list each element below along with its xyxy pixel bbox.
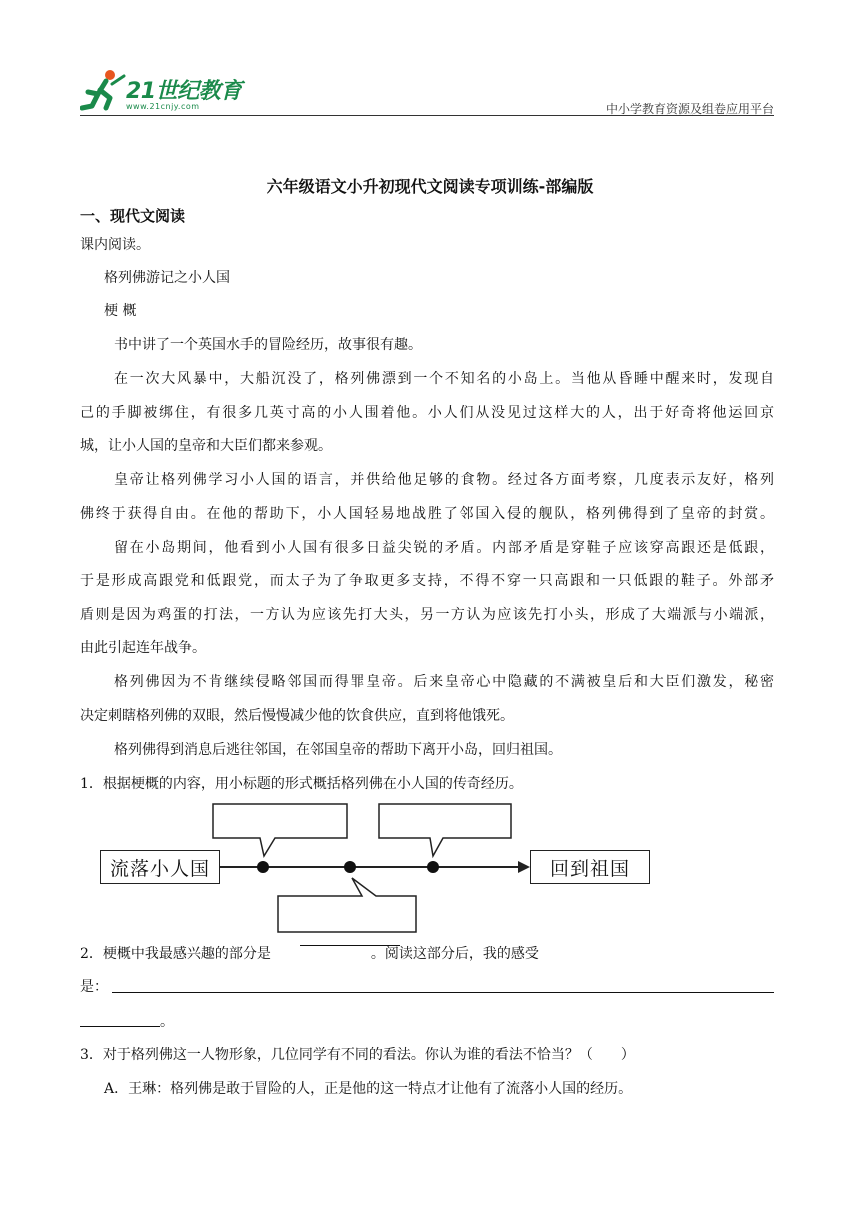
summary-label: 梗 概 (104, 303, 137, 319)
logo-url: www.21cnjy.com (126, 102, 200, 111)
header-divider (80, 115, 774, 116)
paragraph-line: 己的手脚被绑住，有很多几英寸高的小人围着他。小人们从没见过这样大的人，出于好奇将他运回京 (80, 405, 774, 421)
book-title: 格列佛游记之小人国 (104, 270, 230, 286)
callout-box-blank (213, 804, 347, 856)
platform-name: 中小学教育资源及组卷应用平台 (605, 102, 774, 116)
timeline-point (427, 861, 439, 873)
paragraph-line: 书中讲了一个英国水手的冒险经历，故事很有趣。 (114, 337, 422, 353)
site-logo (80, 64, 255, 116)
timeline-point (344, 861, 356, 873)
question-2-period: 。 (160, 1014, 174, 1030)
answer-line-feeling[interactable] (112, 992, 774, 993)
callout-box-blank (379, 804, 511, 856)
callout-box-blank (278, 878, 416, 932)
question-1: 1．根据梗概的内容，用小标题的形式概括格列佛在小人国的传奇经历。 (80, 776, 523, 792)
paragraph-line: 在一次大风暴中，大船沉没了，格列佛漂到一个不知名的小岛上。当他从昏睡中醒来时，发现自 (114, 371, 774, 387)
running-figure-logo-icon (80, 66, 128, 112)
answer-line-feeling-end[interactable] (80, 1026, 160, 1027)
logo-text: 21世纪教育 (126, 79, 242, 104)
timeline-end-label: 回到祖国 (530, 850, 650, 884)
question-2 (80, 944, 774, 964)
document-title: 六年级语文小升初现代文阅读专项训练-部编版 (266, 177, 594, 196)
paragraph-line: 格列佛得到消息后逃往邻国，在邻国皇帝的帮助下离开小岛，回归祖国。 (114, 742, 562, 758)
paragraph-line: 城，让小人国的皇帝和大臣们都来参观。 (80, 438, 332, 454)
paragraph-line: 于是形成高跟党和低跟党，而太子为了争取更多支持，不得不穿一只高跟和一只低跟的鞋子。外部矛 (80, 573, 774, 589)
timeline-diagram (100, 802, 650, 942)
question-2-prompt: 2．梗概中我最感兴趣的部分是 (80, 946, 271, 962)
paragraph-line: 决定刺瞎格列佛的双眼，然后慢慢减少他的饮食供应，直到将他饿死。 (80, 708, 514, 724)
passage-intro: 课内阅读。 (80, 237, 150, 253)
paragraph-line: 格列佛因为不肯继续侵略邻国而得罪皇帝。后来皇帝心中隐藏的不满被皇后和大臣们激发，秘密 (114, 674, 774, 690)
paragraph-line: 盾则是因为鸡蛋的打法，一方认为应该先打大头，另一方认为应该先打小头，形成了大端派与小端派， (80, 607, 774, 623)
question-2-feeling-label: 是： (80, 979, 108, 995)
arrow-head-icon (518, 861, 530, 873)
timeline-point (257, 861, 269, 873)
question-3: 3．对于格列佛这一人物形象，几位同学有不同的看法。你认为谁的看法不恰当？（ ） (80, 1047, 635, 1063)
paragraph-line: 皇帝让格列佛学习小人国的语言，并供给他足够的食物。经过各方面考察，几度表示友好，格列 (114, 472, 774, 488)
timeline-start-label: 流落小人国 (100, 850, 220, 884)
paragraph-line: 由此引起连年战争。 (80, 640, 206, 656)
section-heading: 一、现代文阅读 (80, 207, 186, 225)
page-header (80, 62, 774, 118)
paragraph-line: 佛终于获得自由。在他的帮助下，小人国轻易地战胜了邻国入侵的舰队，格列佛得到了皇帝的封赏。 (80, 506, 774, 522)
question-2-continuation: 。阅读这部分后，我的感受 (370, 946, 539, 962)
paragraph-line: 留在小岛期间，他看到小人国有很多日益尖锐的矛盾。内部矛盾是穿鞋子应该穿高跟还是低跟， (114, 540, 774, 556)
answer-blank-underline (300, 945, 400, 946)
question-3-option-a: A．王琳：格列佛是敢于冒险的人，正是他的这一特点才让他有了流落小人国的经历。 (104, 1081, 633, 1097)
